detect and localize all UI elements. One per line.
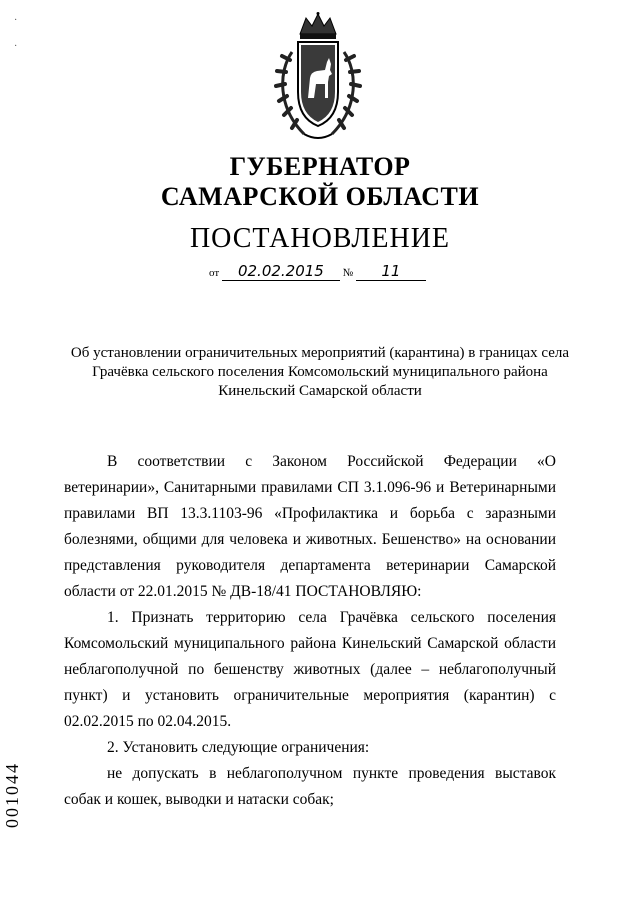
body-paragraph: 2. Установить следующие ограничения:: [107, 739, 370, 756]
document-subject: Об установлении ограничительных мероприятий (карантина) в границах села Грачёвка сельского поселения Комсомольский муниципального района Кинельский Самарской области: [70, 345, 570, 399]
page-serial-stamp: 001044: [2, 762, 22, 828]
org-title-line2: САМАРСКОЙ ОБЛАСТИ: [160, 182, 480, 211]
date-from-label: от: [209, 267, 220, 279]
scan-mark: ·: [14, 41, 18, 52]
body-paragraph: 1. Признать территорию села Грачёвка сельского поселения Комсомольский муниципального района Кинельский Самарской области неблагополучной по бешенству животных (далее – неблагополучный пункт) и установить ограничительные мероприятия (карантин) с 02.02.2015 по 02.04.2015.: [64, 609, 556, 730]
number-label: №: [342, 267, 354, 279]
body-paragraph: В соответствии с Законом Российской Федерации «О ветеринарии», Санитарными правилами СП 3.1.096-96 и Ветеринарными правилами ВП 13.3.1103-96 «Профилактика и борьба с заразными болезнями, общими для человека и животных. Бешенство» на основании представления руководителя департамента ветеринарии Самарской области от 22.01.2015 № ДВ-18/41 ПОСТАНОВЛЯЮ:: [64, 453, 556, 600]
document-number: 11: [356, 262, 426, 281]
document-type: ПОСТАНОВЛЕНИЕ: [189, 223, 451, 254]
document-body: [64, 449, 556, 813]
org-title-line1: ГУБЕРНАТОР: [229, 152, 411, 181]
document-date: 02.02.2015: [222, 262, 340, 281]
body-paragraph: не допускать в неблагополучном пункте проведения выставок собак и кошек, выводки и натаски собак;: [64, 765, 556, 808]
samara-coat-of-arms-icon: [270, 12, 366, 144]
scan-mark: ·: [14, 15, 18, 26]
date-number-line: [209, 262, 426, 281]
